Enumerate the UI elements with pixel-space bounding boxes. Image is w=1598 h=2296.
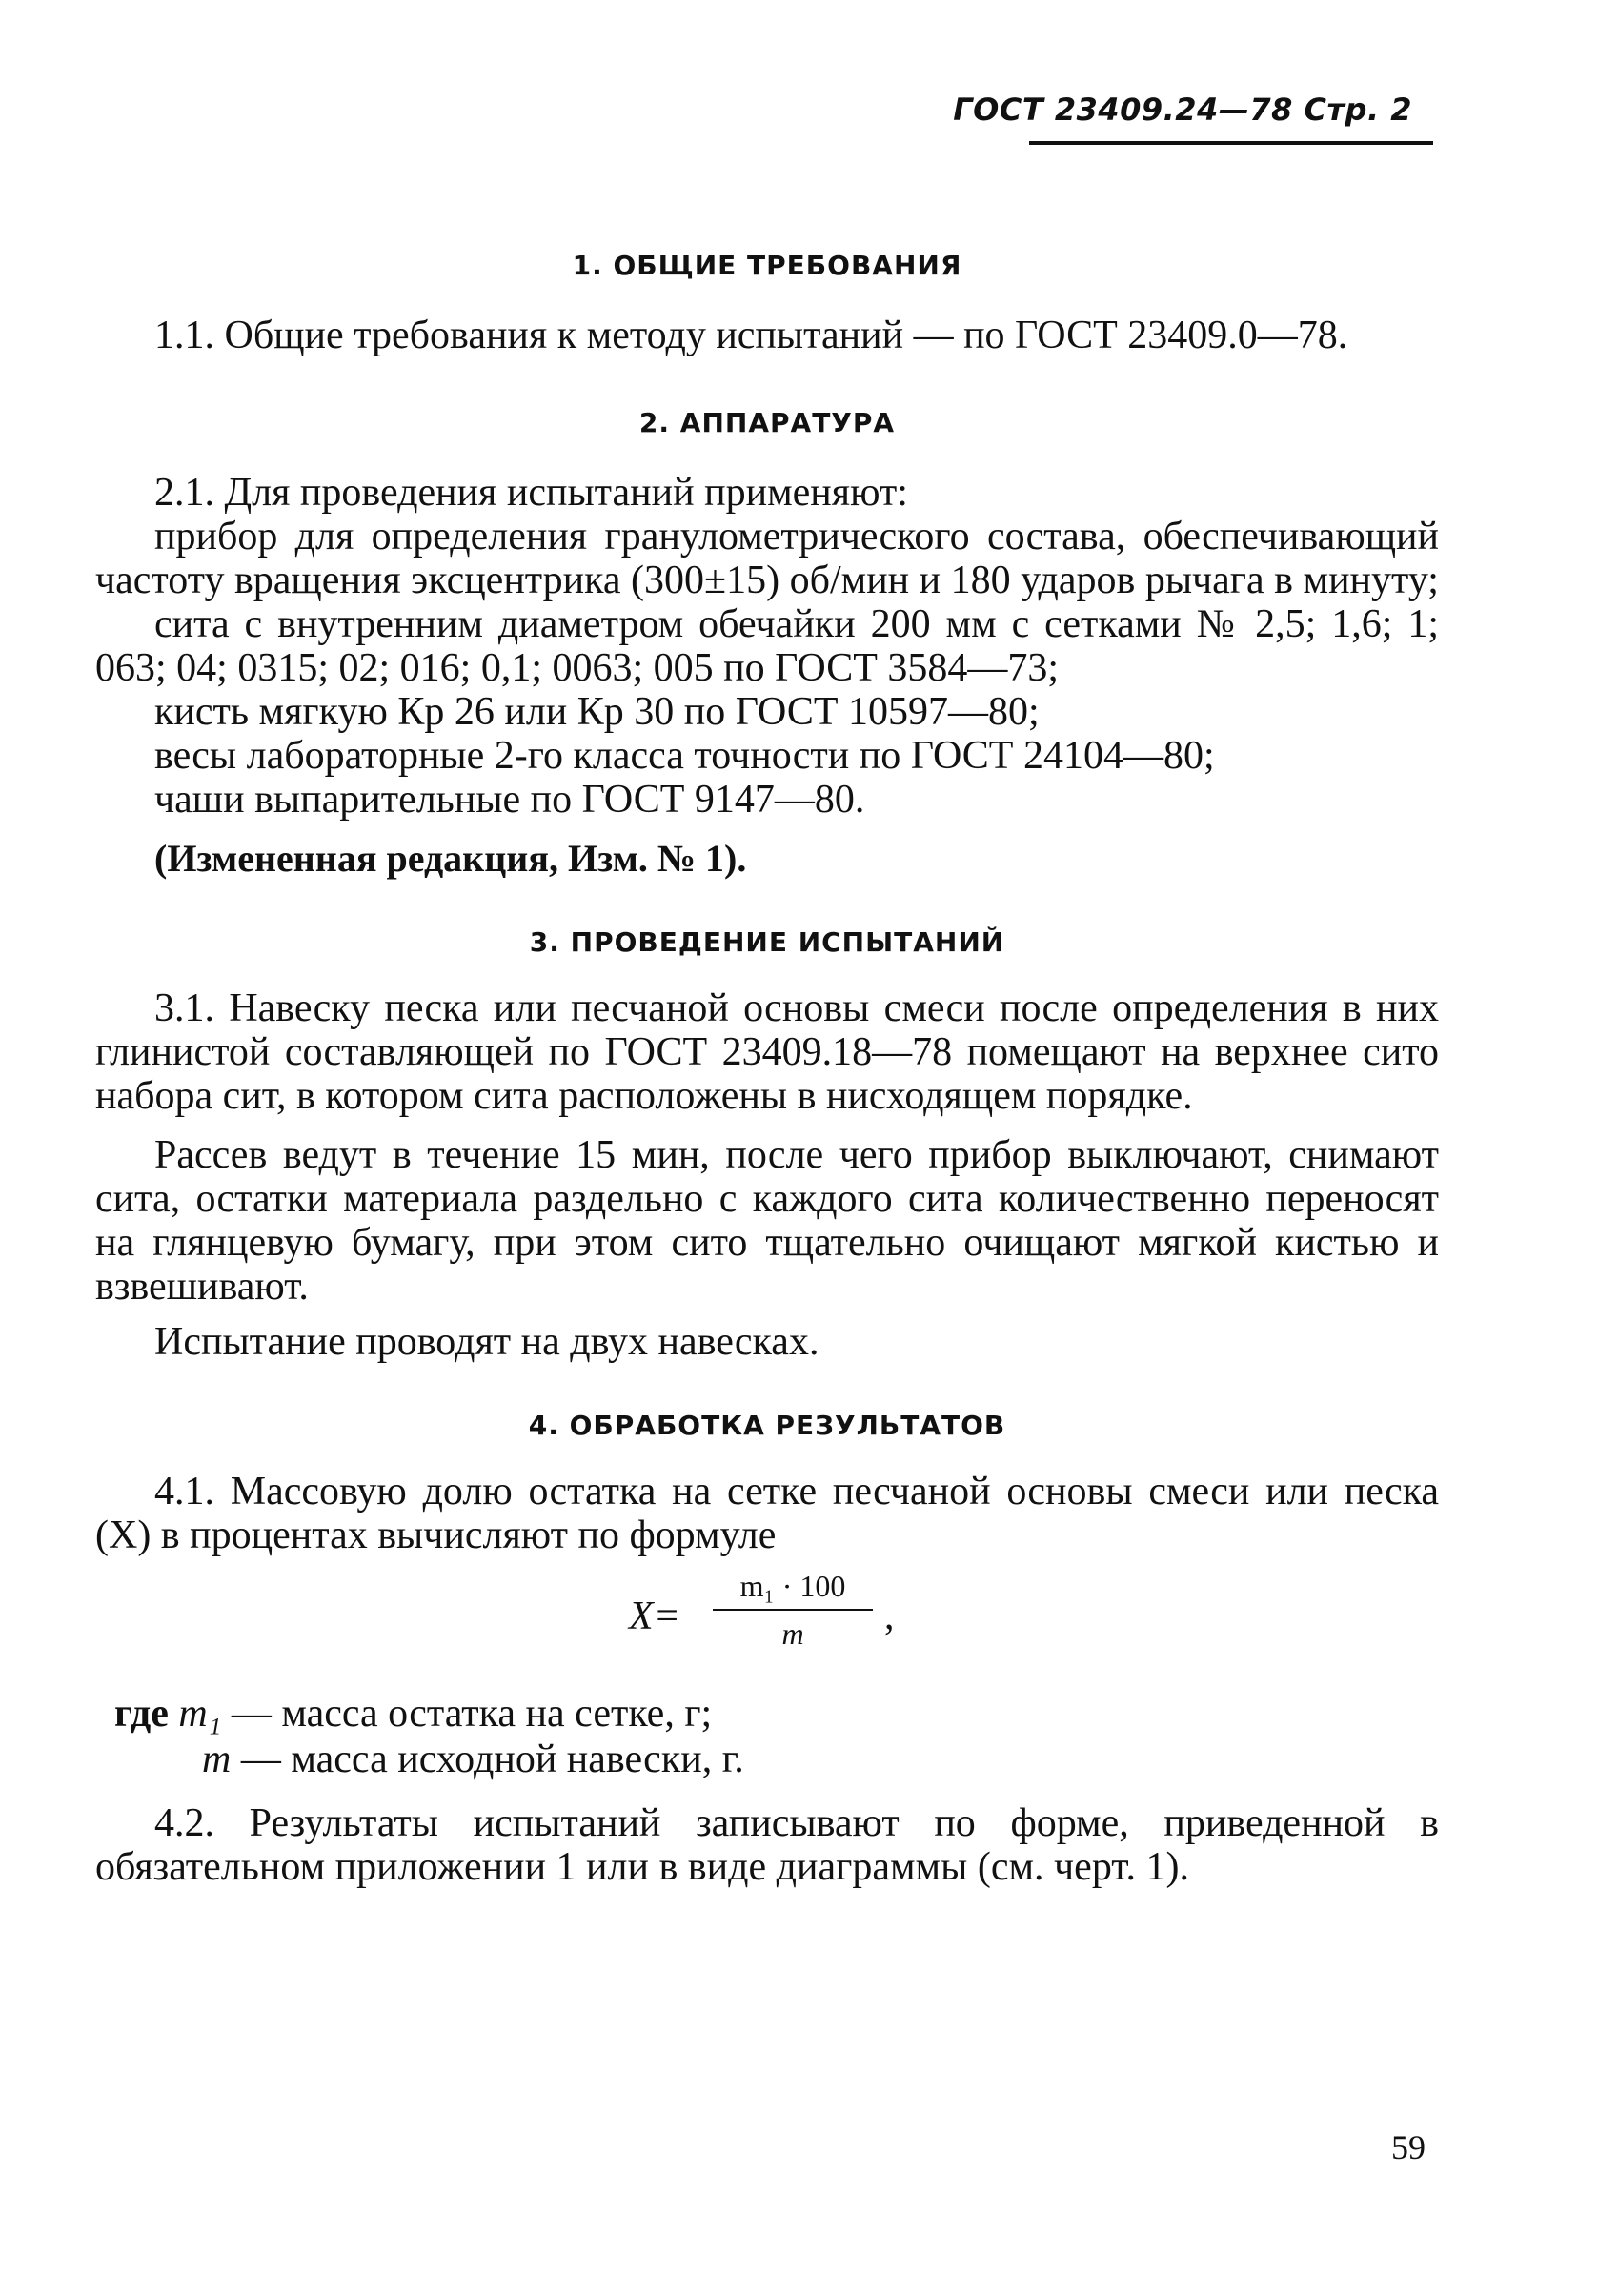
equipment-item-2: сита с внутренним диаметром обечайки 200 мм с сетками № 2,5; 1,6; 1; 063; 04; 0315; 02; 016; 0,1; 0063; 005 по ГОСТ 3584—73; bbox=[95, 602, 1439, 690]
variable-definitions bbox=[95, 1691, 1439, 1782]
definition-row-m bbox=[95, 1737, 1439, 1782]
equipment-item-1: прибор для определения гранулометрического состава, обеспечивающий частоту вращения эксцентрика (300±15) об/мин и 180 ударов рычага в минуту; bbox=[95, 515, 1439, 602]
paragraph-4-2: 4.2. Результаты испытаний записывают по форме, приведенной в обязательном приложении 1 или в виде диаграммы (см. черт. 1). bbox=[95, 1801, 1439, 1889]
fraction-bar bbox=[713, 1609, 873, 1611]
paragraph-4-1: 4.1. Массовую долю остатка на сетке песчаной основы смеси или песка (X) в процентах вычисляют по формуле bbox=[95, 1470, 1439, 1557]
formula-lhs: X= bbox=[629, 1595, 680, 1638]
document-body bbox=[95, 250, 1439, 1889]
formula-trail: , bbox=[884, 1595, 895, 1638]
page-number: 59 bbox=[1391, 2128, 1426, 2166]
formula-numerator: m₁ · 100 bbox=[739, 1569, 846, 1603]
amendment-note: (Измененная редакция, Изм. № 1). bbox=[154, 837, 747, 880]
paragraph-3-3: Испытание проводят на двух навесках. bbox=[154, 1320, 819, 1364]
mass-fraction-formula bbox=[95, 1567, 1439, 1666]
paragraph-1-1: 1.1. Общие требования к методу испытаний — по ГОСТ 23409.0—78. bbox=[154, 314, 1348, 357]
formula-denominator: m bbox=[781, 1616, 804, 1651]
equipment-item-5: чаши выпарительные по ГОСТ 9147—80. bbox=[154, 778, 865, 822]
definition-m1: — масса остатка на сетке, г; bbox=[231, 1692, 713, 1736]
formula-fraction bbox=[713, 1567, 873, 1653]
variable-m: m bbox=[202, 1737, 232, 1781]
section-3-heading: 3. ПРОВЕДЕНИЕ ИСПЫТАНИЙ bbox=[529, 926, 1005, 958]
variable-m1: m₁ bbox=[178, 1692, 222, 1736]
paragraph-3-2: Рассев ведут в течение 15 мин, после чего прибор выключают, снимают сита, остатки материала раздельно с каждого сита количественно переносят на глянцевую бумагу, при этом сито тщательно очищают мягкой кистью и взвешивают. bbox=[95, 1133, 1439, 1309]
header-rule bbox=[1029, 141, 1433, 145]
section-1-heading: 1. ОБЩИЕ ТРЕБОВАНИЯ bbox=[572, 250, 962, 281]
where-label: где bbox=[114, 1692, 169, 1736]
equipment-item-4: весы лабораторные 2-го класса точности по ГОСТ 24104—80; bbox=[154, 734, 1215, 778]
definition-m: — масса исходной навески, г. bbox=[240, 1737, 744, 1781]
equipment-item-3: кисть мягкую Кр 26 или Кр 30 по ГОСТ 10597—80; bbox=[154, 690, 1040, 734]
definition-row-m1 bbox=[95, 1691, 1439, 1737]
paragraph-3-1: 3.1. Навеску песка или песчаной основы смеси после определения в них глинистой составляющей по ГОСТ 23409.18—78 помещают на верхнее сито набора сит, в котором сита расположены в нисходящем порядке. bbox=[95, 986, 1439, 1118]
paragraph-2-1: 2.1. Для проведения испытаний применяют: bbox=[154, 471, 908, 515]
section-4-heading: 4. ОБРАБОТКА РЕЗУЛЬТАТОВ bbox=[528, 1410, 1006, 1441]
page-header: ГОСТ 23409.24—78 Стр. 2 bbox=[953, 91, 1412, 128]
section-2-heading: 2. АППАРАТУРА bbox=[638, 407, 896, 438]
